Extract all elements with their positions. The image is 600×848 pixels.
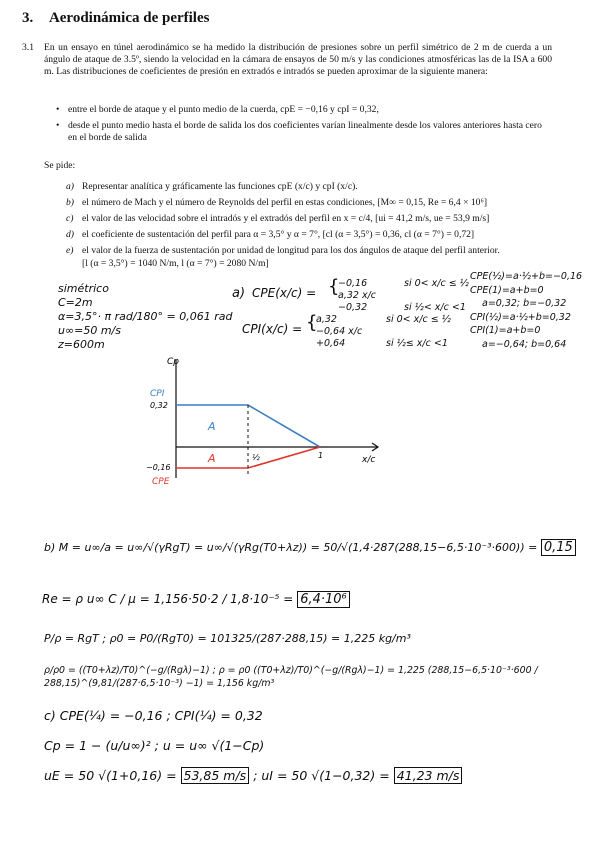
density-equation: P/ρ = RgT ; ρ0 = P0/(RgT0) = 101325/(287·288,15) = 1,225 kg/m³ <box>44 632 411 645</box>
plot-cpe-label: CPE <box>152 477 170 487</box>
question-e-answer: [l (α = 3,5°) = 1040 N/m, l (α = 7°) = 2080 N/m] <box>82 258 269 269</box>
bullet-item: • desde el punto medio hasta el borde de salida los dos coeficientes varían linealmente desde los valores anteriores hasta cero en el borde de salida <box>56 120 552 144</box>
solution-line: a=−0,64; b=0,64 <box>482 338 567 350</box>
cpi-cond-1: si 0< x/c ≤ ½ <box>386 314 451 325</box>
cpe-line <box>176 447 320 468</box>
plot-tick-one: 1 <box>318 451 324 460</box>
cpe-case-1: −0,16 <box>338 278 368 289</box>
question-label: d) <box>66 229 74 240</box>
question-label: e) <box>66 245 74 256</box>
question-label: c) <box>66 213 74 224</box>
cpe-brace: { <box>328 276 340 297</box>
mach-equation <box>44 540 576 555</box>
mach-result: 0,15 <box>541 539 576 556</box>
se-pide: Se pide: <box>44 160 76 171</box>
plot-tick-032: 0,32 <box>150 401 168 410</box>
plot-tick-016: −0,16 <box>146 463 171 472</box>
solution-line: CPE(1)=a+b=0 <box>470 284 544 296</box>
bullet-list <box>56 104 552 149</box>
coefficient-solutions <box>470 270 598 351</box>
question-label: b) <box>66 197 74 208</box>
reynolds-equation <box>42 592 350 607</box>
mach-eq-text: b) M = u∞/a = u∞/√(γRgT) = u∞/√(γRg(T0+λz)) = 50/√(1,4·287(288,15−6,5·10⁻³·600)) = <box>44 541 538 554</box>
cpi-cases <box>316 314 456 350</box>
ui-result: 41,23 m/s <box>394 767 463 784</box>
question-b <box>66 197 552 209</box>
bullet-item: • entre el borde de ataque y el punto medio de la cuerda, cpE = −0,16 y cpI = 0,32, <box>56 104 552 116</box>
re-result: 6,4·10⁶ <box>297 591 350 608</box>
re-eq-text: Re = ρ u∞ C / μ = 1,156·50·2 / 1,8·10⁻⁵ = <box>42 592 294 606</box>
part-a-label: a) <box>232 286 246 301</box>
plot-y-label: Cp <box>167 357 179 367</box>
velocity-results <box>44 768 462 783</box>
velocity-formula: Cp = 1 − (u/u∞)² ; u = u∞ √(1−Cp) <box>44 738 265 753</box>
question-text: Representar analítica y gráficamente las funciones cpE (x/c) y cpI (x/c). <box>82 181 358 192</box>
cpi-cond-2: si ½≤ x/c <1 <box>386 338 448 349</box>
question-c <box>66 213 552 225</box>
given-item: u∞=50 m/s <box>58 324 121 337</box>
cpe-cond-1: si 0< x/c ≤ ½ <box>404 278 469 289</box>
given-item: z=600m <box>58 338 105 351</box>
ui-eq-text: ; uI = 50 √(1−0,32) = <box>253 768 390 783</box>
cpi-case-1: a,32 <box>316 314 337 325</box>
plot-area-top: A <box>208 420 216 433</box>
question-d <box>66 229 552 241</box>
cpi-case-2: −0,64 x/c +0,64 <box>316 326 363 349</box>
given-item: C=2m <box>58 296 93 309</box>
cpe-function-lhs: CPE(x/c) = <box>252 286 317 300</box>
plot-tick-half: ½ <box>252 453 260 462</box>
question-label: a) <box>66 181 74 192</box>
cpe-case-2: a,32 x/c −0,32 <box>338 290 376 313</box>
question-text: el valor de las velocidad sobre el intradós y el extradós del perfil en x = c/4, [ui = 41,2 m/s, ue = 53,9 m/s] <box>82 213 490 224</box>
problem-number: 3.1 <box>22 42 34 53</box>
cpi-function-lhs: CPI(x/c) = <box>242 322 303 336</box>
given-item: simétrico <box>58 282 109 295</box>
question-a <box>66 181 552 193</box>
solution-line: CPI(½)=a·½+b=0,32 <box>470 311 571 323</box>
solution-line: CPE(½)=a·½+b=−0,16 <box>470 271 583 282</box>
ue-eq-text: uE = 50 √(1+0,16) = <box>44 768 177 783</box>
solution-line: CPI(1)=a+b=0 <box>470 325 541 336</box>
question-e <box>66 245 552 257</box>
density-altitude-equation: ρ/ρ0 = ((T0+λz)/T0)^(−g/(Rgλ)−1) ; ρ = ρ0 ((T0+λz)/T0)^(−g/(Rgλ)−1) = 1,225 (288,15−6,5·10⁻³·600 / 288,15)^(9,81/(287·6,5·10⁻³) −1) = 1,156 kg/m³ <box>44 665 538 689</box>
section-title-text: Aerodinámica de perfiles <box>48 10 210 26</box>
solution-line: a=0,32; b=−0,32 <box>482 298 567 309</box>
plot-area-bottom: A <box>208 452 216 465</box>
ue-result: 53,85 m/s <box>181 767 250 784</box>
cp-quarter-chord: c) CPE(¼) = −0,16 ; CPI(¼) = 0,32 <box>44 708 263 723</box>
section-number: 3. <box>22 10 34 26</box>
question-text: el número de Mach y el número de Reynolds del perfil en estas condiciones, [M∞ = 0,15, Re = 6,4 × 10⁶] <box>82 197 488 208</box>
plot-x-label: x/c <box>362 455 376 465</box>
cpe-cond-2: si ½< x/c <1 <box>404 302 466 313</box>
given-item: α=3,5°· π rad/180° = 0,061 rad <box>58 310 233 323</box>
plot-cpi-label: CPI <box>150 389 165 399</box>
question-text: el coeficiente de sustentación del perfil para α = 3,5° y α = 7°, [cl (α = 3,5°) = 0,36, cl (α = 7°) = 0,72] <box>82 229 475 240</box>
section-title <box>22 10 209 27</box>
cp-distribution-plot <box>140 350 400 500</box>
problem-intro: En un ensayo en túnel aerodinámico se ha medido la distribución de presiones sobre un perfil simétrico de 2 m de cuerda a un ángulo de ataque de 3.5º, siendo la velocidad en la cámara de ensayos de 50 m/s y las condiciones atmosféricas las de la ISA a 600 m. Las distribuciones de coeficientes de presión en extradós e intradós se pueden aproximar de la siguiente manera: <box>44 42 552 78</box>
cpi-brace: { <box>306 312 318 333</box>
question-text: el valor de la fuerza de sustentación por unidad de longitud para los dos ángulos de ataque del perfil anterior. <box>82 245 500 256</box>
givens-block <box>58 282 232 352</box>
